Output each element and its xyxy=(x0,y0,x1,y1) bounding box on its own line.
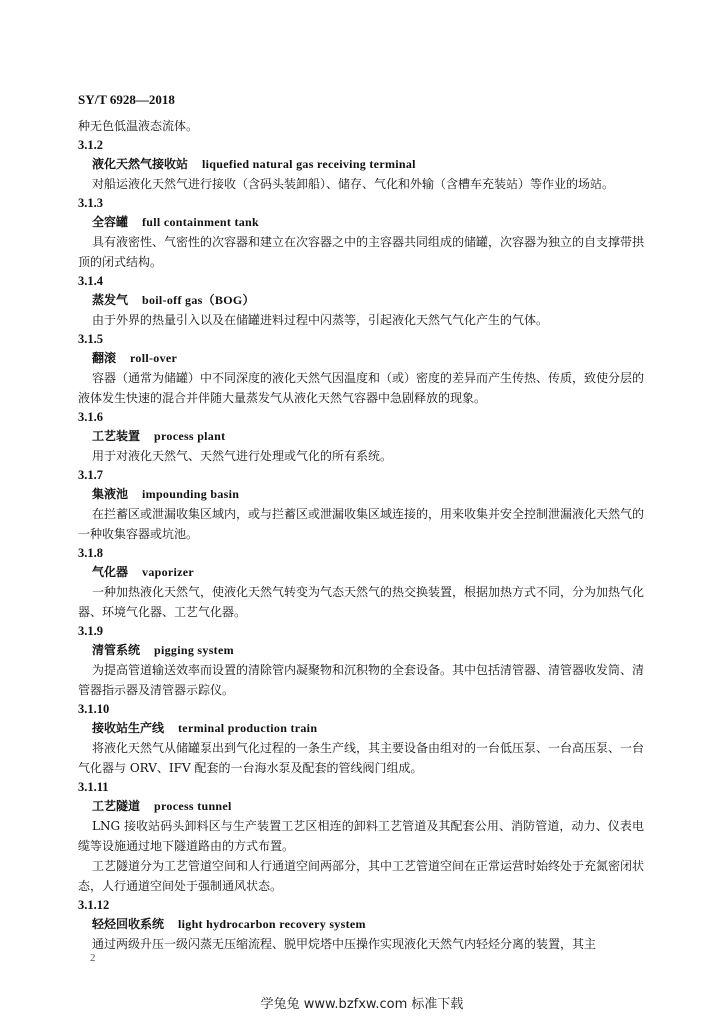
term-chinese: 液化天然气接收站 xyxy=(92,157,189,171)
section-number: 3.1.2 xyxy=(78,138,103,152)
term-english: liquefied natural gas receiving terminal xyxy=(202,157,416,171)
term-chinese: 工艺装置 xyxy=(92,429,141,443)
term-chinese: 工艺隧道 xyxy=(92,799,141,813)
page-number: 2 xyxy=(90,952,96,964)
section-number: 3.1.10 xyxy=(78,702,110,716)
definition-text: 容器（通常为储罐）中不同深度的液化天然气因温度和（或）密度的差异而产生传热、传质，致使分层的液体发生快速的混合并伴随大量蒸发气从液化天然气容器中急剧释放的现象。 xyxy=(78,371,645,405)
section xyxy=(78,700,644,778)
term-english: process plant xyxy=(154,429,226,443)
definition-text: 通过两级升压一级闪蒸无压缩流程、脱甲烷塔中压操作实现液化天然气内轻烃分离的装置，其主 xyxy=(92,937,597,951)
term-heading xyxy=(78,915,644,934)
term-english: pigging system xyxy=(154,643,234,657)
term-chinese: 全容罐 xyxy=(92,215,129,229)
definition-text: 由于外界的热量引入以及在储罐进料过程中闪蒸等，引起液化天然气气化产生的气体。 xyxy=(92,313,549,327)
term-heading xyxy=(78,797,644,816)
term-heading xyxy=(78,641,644,660)
term-chinese: 清管系统 xyxy=(92,643,141,657)
term-heading xyxy=(78,719,644,738)
section-number: 3.1.9 xyxy=(78,624,103,638)
section xyxy=(78,330,644,408)
term-english: impounding basin xyxy=(142,487,240,501)
term-chinese: 翻滚 xyxy=(92,351,117,365)
section xyxy=(78,272,644,330)
definition-text: 一种加热液化天然气，使液化天然气转变为气态天然气的热交换装置，根据加热方式不同，分为加热气化器、环境气化器、工艺气化器。 xyxy=(78,585,645,619)
section xyxy=(78,896,644,954)
term-english: process tunnel xyxy=(154,799,232,813)
term-chinese: 气化器 xyxy=(92,565,129,579)
term-heading xyxy=(78,427,644,446)
term-english: terminal production train xyxy=(178,721,318,735)
intro-text: 种无色低温液态流体。 xyxy=(78,119,199,133)
definition-text: 将液化天然气从储罐泵出到气化过程的一条生产线，其主要设备由组对的一台低压泵、一台高压泵、一台气化器与 ORV、IFV 配套的一台海水泵及配套的管线阀门组成。 xyxy=(78,741,645,775)
term-heading xyxy=(78,291,644,310)
section-number: 3.1.11 xyxy=(78,780,109,794)
section xyxy=(78,544,644,622)
page-body xyxy=(78,116,644,954)
term-heading xyxy=(78,563,644,582)
term-english: boil-off gas（BOG） xyxy=(142,293,255,307)
section xyxy=(78,136,644,194)
definition-text: 对船运液化天然气进行接收（含码头装卸船）、储存、气化和外输（含槽车充装站）等作业的场站。 xyxy=(92,177,615,191)
document-code-header: SY/T 6928—2018 xyxy=(78,92,175,107)
term-chinese: 接收站生产线 xyxy=(92,721,165,735)
term-heading xyxy=(78,155,644,174)
section xyxy=(78,408,644,466)
definition-text: 具有液密性、气密性的次容器和建立在次容器之中的主容器共同组成的储罐，次容器为独立的自支撑带拱顶的闭式结构。 xyxy=(78,235,645,269)
section-number: 3.1.3 xyxy=(78,196,103,210)
term-english: light hydrocarbon recovery system xyxy=(178,917,366,931)
section-number: 3.1.5 xyxy=(78,332,103,346)
term-heading xyxy=(78,213,644,232)
definition-text: 在拦蓄区或泄漏收集区域内，或与拦蓄区或泄漏收集区域连接的，用来收集并安全控制泄漏液化天然气的一种收集容器或坑池。 xyxy=(78,507,645,541)
term-english: vaporizer xyxy=(142,565,195,579)
section xyxy=(78,466,644,544)
section-number: 3.1.12 xyxy=(78,898,110,912)
term-chinese: 轻烃回收系统 xyxy=(92,917,165,931)
definition-text: 工艺隧道分为工艺管道空间和人行通道空间两部分，其中工艺管道空间在正常运营时始终处于充氮密闭状态，人行通道空间处于强制通风状态。 xyxy=(78,859,645,893)
term-english: full containment tank xyxy=(142,215,259,229)
watermark-footer: 学兔兔 www.bzfxw.com 标准下载 xyxy=(260,997,464,1012)
section xyxy=(78,778,644,896)
definition-text: LNG 接收站码头卸料区与生产装置工艺区相连的卸料工艺管道及其配套公用、消防管道，动力、仪表电缆等设施通过地下隧道路由的方式布置。 xyxy=(78,819,644,853)
section-number: 3.1.4 xyxy=(78,274,103,288)
term-heading xyxy=(78,485,644,504)
section xyxy=(78,622,644,700)
term-english: roll-over xyxy=(130,351,178,365)
section-number: 3.1.8 xyxy=(78,546,103,560)
definition-text: 用于对液化天然气、天然气进行处理或气化的所有系统。 xyxy=(92,449,393,463)
section-number: 3.1.7 xyxy=(78,468,103,482)
definition-text: 为提高管道输送效率而设置的清除管内凝聚物和沉积物的全套设备。其中包括清管器、清管器收发筒、清管器指示器及清管器示踪仪。 xyxy=(78,663,645,697)
section-number: 3.1.6 xyxy=(78,410,103,424)
term-chinese: 集液池 xyxy=(92,487,129,501)
term-chinese: 蒸发气 xyxy=(92,293,129,307)
term-heading xyxy=(78,349,644,368)
section xyxy=(78,194,644,272)
